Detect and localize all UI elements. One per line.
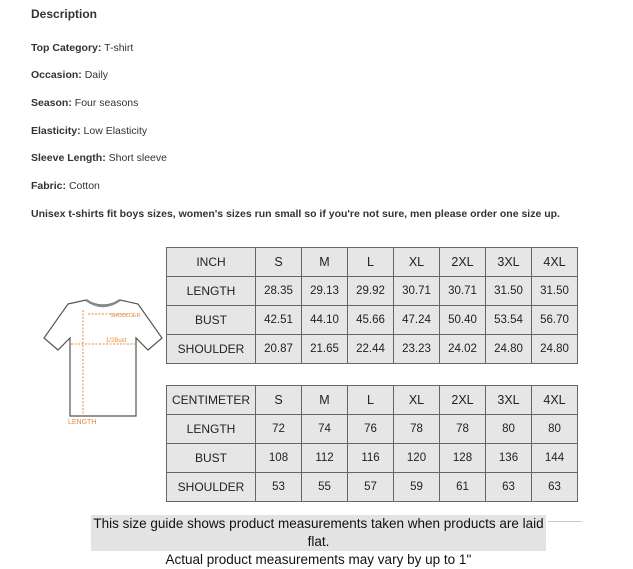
size-header: XL [394, 248, 440, 277]
table-cell: 144 [532, 444, 578, 473]
table-cell: 78 [394, 415, 440, 444]
table-cell: 29.13 [302, 277, 348, 306]
table-row [167, 444, 578, 473]
table-cell: 56.70 [532, 306, 578, 335]
table-cell: 42.51 [256, 306, 302, 335]
size-header: L [348, 386, 394, 415]
table-row [167, 335, 578, 364]
table-cell: 53 [256, 473, 302, 502]
table-cell: 31.50 [532, 277, 578, 306]
length-measure-label: LENGTH [68, 419, 97, 426]
table-cell: 20.87 [256, 335, 302, 364]
table-cell: 72 [256, 415, 302, 444]
attr-occasion [31, 69, 108, 81]
table-cell: 112 [302, 444, 348, 473]
table-cell: 47.24 [394, 306, 440, 335]
disclaimer-line-2: Actual product measurements may vary by up to 1'' [165, 552, 472, 567]
table-row [167, 306, 578, 335]
unit-header: INCH [167, 248, 256, 277]
size-header: 4XL [532, 248, 578, 277]
unit-header: CENTIMETER [167, 386, 256, 415]
row-label: BUST [167, 306, 256, 335]
measurement-disclaimer [91, 515, 546, 567]
table-cell: 30.71 [440, 277, 486, 306]
size-header: 2XL [440, 248, 486, 277]
table-header-row [167, 386, 578, 415]
attr-top-category [31, 42, 133, 54]
table-cell: 24.80 [486, 335, 532, 364]
table-cell: 59 [394, 473, 440, 502]
description-heading: Description [31, 7, 98, 21]
attr-value: Cotton [68, 180, 100, 192]
table-cell: 24.02 [440, 335, 486, 364]
attr-elasticity [31, 125, 147, 137]
table-cell: 30.71 [394, 277, 440, 306]
attr-key: Season: [31, 97, 72, 109]
table-cell: 44.10 [302, 306, 348, 335]
table-cell: 136 [486, 444, 532, 473]
divider [548, 521, 582, 522]
size-header: 4XL [532, 386, 578, 415]
shoulder-measure-label: SHOULDER [110, 313, 141, 319]
size-header: XL [394, 386, 440, 415]
attr-season [31, 97, 138, 109]
table-cell: 80 [532, 415, 578, 444]
table-cell: 76 [348, 415, 394, 444]
table-cell: 80 [486, 415, 532, 444]
table-cell: 31.50 [486, 277, 532, 306]
inch-size-table [166, 247, 578, 364]
table-cell: 63 [532, 473, 578, 502]
sizing-note: Unisex t-shirts fit boys sizes, women's sizes run small so if you're not sure, men please order one size up. [31, 208, 560, 220]
table-cell: 28.35 [256, 277, 302, 306]
table-cell: 78 [440, 415, 486, 444]
size-header: L [348, 248, 394, 277]
attr-key: Occasion: [31, 69, 82, 81]
table-row [167, 277, 578, 306]
attr-key: Fabric: [31, 180, 67, 192]
table-cell: 74 [302, 415, 348, 444]
size-header: S [256, 386, 302, 415]
tshirt-diagram-icon [38, 298, 168, 426]
table-cell: 22.44 [348, 335, 394, 364]
size-header: 3XL [486, 386, 532, 415]
table-cell: 128 [440, 444, 486, 473]
size-header: M [302, 386, 348, 415]
table-cell: 53.54 [486, 306, 532, 335]
attr-value: T-shirt [104, 42, 134, 54]
table-cell: 24.80 [532, 335, 578, 364]
attr-sleeve-length [31, 152, 167, 164]
attr-value: Low Elasticity [83, 125, 148, 137]
row-label: BUST [167, 444, 256, 473]
table-cell: 55 [302, 473, 348, 502]
bust-measure-label: 1/2Bust [106, 338, 127, 344]
attr-value: Short sleeve [108, 152, 167, 164]
table-row [167, 473, 578, 502]
row-label: LENGTH [167, 277, 256, 306]
table-cell: 63 [486, 473, 532, 502]
attr-key: Sleeve Length: [31, 152, 106, 164]
attr-key: Top Category: [31, 42, 102, 54]
row-label: SHOULDER [167, 473, 256, 502]
size-header: 3XL [486, 248, 532, 277]
table-cell: 23.23 [394, 335, 440, 364]
row-label: LENGTH [167, 415, 256, 444]
attr-value: Daily [84, 69, 109, 81]
table-cell: 61 [440, 473, 486, 502]
attr-value: Four seasons [74, 97, 139, 109]
table-cell: 21.65 [302, 335, 348, 364]
table-cell: 108 [256, 444, 302, 473]
size-header: M [302, 248, 348, 277]
table-cell: 45.66 [348, 306, 394, 335]
size-header: S [256, 248, 302, 277]
table-cell: 50.40 [440, 306, 486, 335]
table-cell: 57 [348, 473, 394, 502]
disclaimer-line-1: This size guide shows product measurements taken when products are laid flat. [93, 516, 544, 549]
table-cell: 29.92 [348, 277, 394, 306]
table-header-row [167, 248, 578, 277]
table-cell: 120 [394, 444, 440, 473]
table-cell: 116 [348, 444, 394, 473]
table-row [167, 415, 578, 444]
size-header: 2XL [440, 386, 486, 415]
attr-key: Elasticity: [31, 125, 81, 137]
attr-fabric [31, 180, 100, 192]
cm-size-table [166, 385, 578, 502]
row-label: SHOULDER [167, 335, 256, 364]
